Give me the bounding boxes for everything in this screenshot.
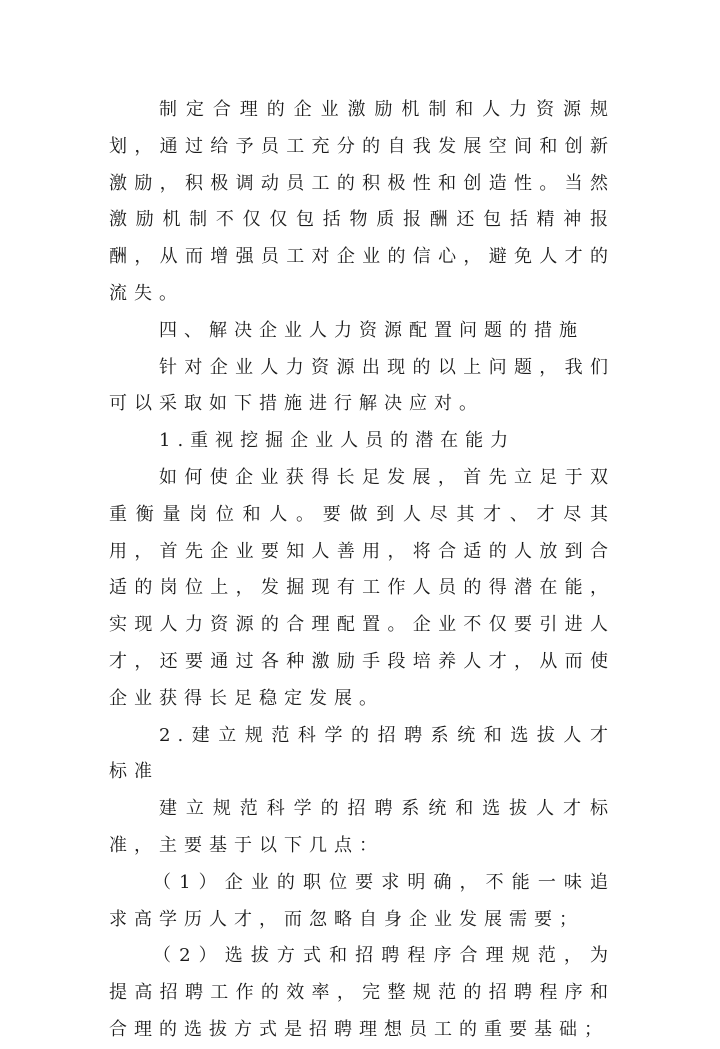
paragraph-recruitment-intro: 建立规范科学的招聘系统和选拔人才标准，主要基于以下几点： — [109, 798, 615, 856]
subheading-recruitment-system: 2.建立规范科学的招聘系统和选拔人才标准 — [109, 724, 615, 783]
section-heading-measures: 四、解决企业人力资源配置问题的措施 — [159, 319, 584, 341]
paragraph-measures-intro: 针对企业人力资源出现的以上问题，我们可以采取如下措施进行解决应对。 — [109, 356, 615, 415]
list-item-selection-procedure: （2）选拔方式和招聘程序合理规范，为提高招聘工作的效率，完整规范的招聘程序和合理的选拔方式是招聘理想员工的重要基础； — [109, 945, 615, 1040]
document-page — [109, 92, 615, 1049]
paragraph-potential-ability: 如何使企业获得长足发展，首先立足于双重衡量岗位和人。要做到人尽其才、才尽其用，首先企业要知人善用，将合适的人放到合适的岗位上，发掘现有工作人员的得潜在能，实现人力资源的合理配置。企业不仅要引进人才，还要通过各种激励手段培养人才，从而使企业获得长足稳定发展。 — [109, 466, 615, 709]
list-item-job-requirements: （1）企业的职位要求明确，不能一味追求高学历人才，而忽略自身企业发展需要； — [109, 871, 615, 930]
subheading-potential-ability: 1.重视挖掘企业人员的潜在能力 — [159, 430, 516, 452]
paragraph-incentive-mechanism: 制定合理的企业激励机制和人力资源规划，通过给予员工充分的自我发展空间和创新激励，积极调动员工的积极性和创造性。当然激励机制不仅仅包括物质报酬还包括精神报酬，从而增强员工对企业的信心，避免人才的流失。 — [109, 99, 615, 304]
